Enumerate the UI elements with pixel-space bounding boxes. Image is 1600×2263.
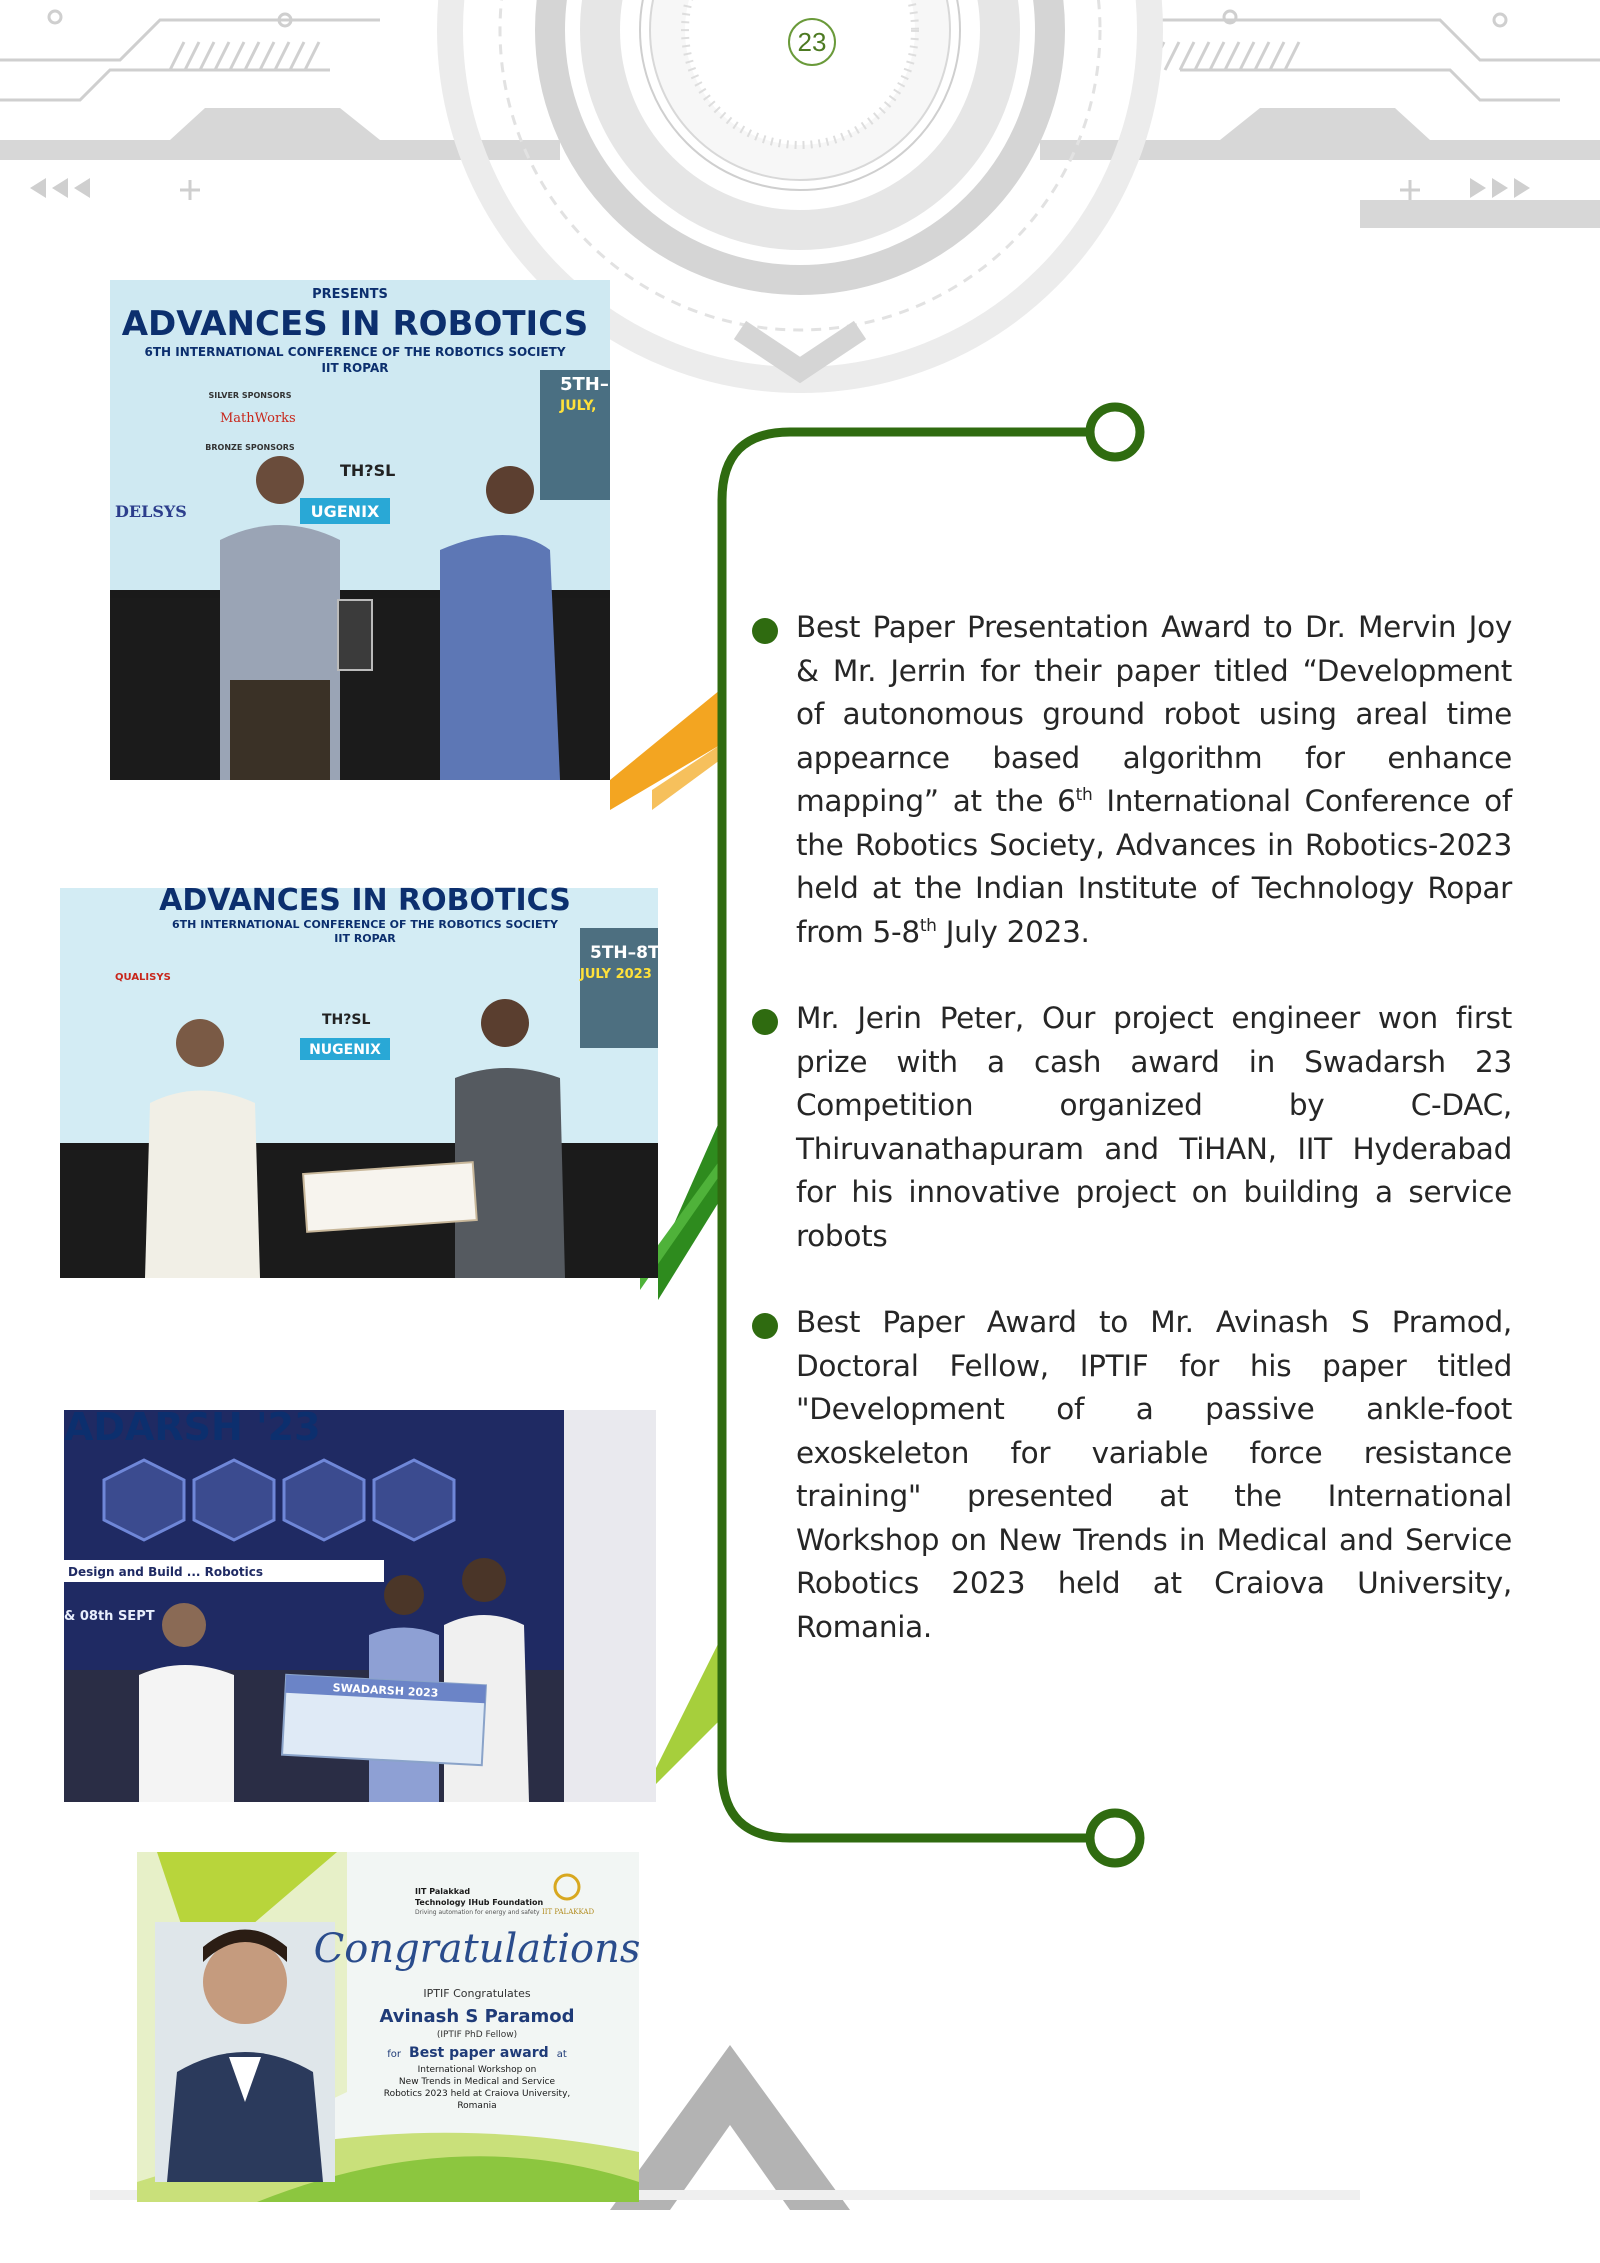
poster-intro: IPTIF Congratulates — [423, 1987, 531, 2000]
bullet-dot — [752, 1009, 778, 1035]
poster-org-3: Driving automation for energy and safety — [415, 1909, 540, 1916]
banner-title: ADVANCES IN ROBOTICS — [159, 883, 571, 918]
banner-dates: 5TH– — [560, 374, 609, 395]
sponsor-delsys: DELSYS — [115, 502, 187, 521]
banner-tagline: Design and Build ... Robotics — [68, 1565, 264, 1579]
svg-text:for Best paper award — [387, 2042, 567, 2061]
poster-role: (IPTIF PhD Fellow) — [436, 2030, 518, 2040]
photo-advances-robotics-award-2 — [60, 883, 674, 1278]
page-number: 23 — [788, 18, 836, 66]
sponsor-ugenix: UGENIX — [310, 502, 380, 521]
poster-org-1: IIT Palakkad — [415, 1887, 471, 1896]
banner-dates: 5TH–8TH — [590, 943, 674, 963]
achievement-text-2: Mr. Jerin Peter, Our project engineer won first prize with a cash award in Swadarsh 23 Competition organized by C-DAC, Thiruvanathapuram and TiHAN, IIT Hyderabad for his innovative project on building a service robots — [796, 1001, 1512, 1253]
sponsor-thrsl: TH?SL — [340, 461, 396, 480]
banner-month: JULY, — [560, 398, 597, 414]
bullet-dot — [752, 618, 778, 644]
banner-subtitle: 6TH INTERNATIONAL CONFERENCE OF THE ROBOTICS SOCIETY — [172, 918, 558, 931]
sponsor-nugenix: NUGENIX — [309, 1042, 381, 1058]
banner-presents: PRESENTS — [312, 287, 388, 302]
banner-venue: IIT ROPAR — [321, 361, 389, 375]
poster-partner: IIT PALAKKAD — [542, 1908, 595, 1916]
banner-subtitle: 6TH INTERNATIONAL CONFERENCE OF THE ROBOTICS SOCIETY — [144, 345, 566, 359]
sponsor-mathworks: MathWorks — [220, 411, 296, 426]
congratulations-poster — [137, 1852, 639, 2202]
achievement-text-3: Best Paper Award to Mr. Avinash S Pramod, Doctoral Fellow, IPTIF for his paper titled "Development of a passive ankle-foot exoskeleton for variable force resistance training" presented at the International Workshop on New Trends in Medical and Service Robotics 2023 held at Craiova University, Romania. — [796, 1305, 1512, 1644]
list-item — [752, 1301, 1512, 1649]
banner-month: JULY 2023 — [580, 967, 652, 982]
banner-title: ADARSH '23 — [64, 1405, 321, 1449]
silver-sponsors: SILVER SPONSORS — [208, 391, 292, 400]
sponsor-qualisys: QUALISYS — [115, 972, 171, 983]
poster-org-2: Technology IHub Foundation — [415, 1898, 544, 1907]
sponsor-thrsl: TH?SL — [322, 1012, 371, 1028]
poster-venue-2: New Trends in Medical and Service — [398, 2077, 556, 2087]
photo-advances-robotics-award-1 — [110, 280, 610, 780]
timeline-node-top — [1090, 407, 1140, 457]
achievement-text-1: Best Paper Presentation Award to Dr. Mervin Joy & Mr. Jerrin for their paper titled “Development of autonomous ground robot using areal time appearnce based algorithm for enhance mapping” at the 6th International Conference of the Robotics Society, Advances in Robotics-2023 held at the Indian Institute of Technology Ropar from 5-8th July 2023. — [796, 610, 1512, 949]
poster-award-prefix: for — [387, 2049, 401, 2060]
cheque-title: SWADARSH 2023 — [332, 1681, 439, 1700]
poster-award-suffix: at — [556, 2049, 567, 2060]
banner-date: & 08th SEPT — [64, 1609, 155, 1624]
bullet-dot — [752, 1313, 778, 1339]
photo-swadarsh-23-prize — [64, 1405, 656, 1802]
list-item — [752, 606, 1512, 954]
poster-venue-3: Robotics 2023 held at Craiova University, — [383, 2089, 571, 2099]
timeline-node-bottom — [1090, 1813, 1140, 1863]
footer-chevron — [610, 2045, 850, 2210]
achievements-list — [752, 606, 1512, 1692]
poster-name: Avinash S Paramod — [379, 2006, 575, 2027]
list-item — [752, 997, 1512, 1258]
bronze-sponsors: BRONZE SPONSORS — [205, 443, 295, 452]
banner-venue: IIT ROPAR — [334, 932, 396, 945]
poster-venue-4: Romania — [457, 2101, 497, 2111]
banner-title: ADVANCES IN ROBOTICS — [121, 304, 589, 344]
poster-award: Best paper award — [409, 2045, 549, 2061]
poster-venue-1: International Workshop on — [417, 2065, 537, 2075]
poster-headline: Congratulations — [313, 1926, 641, 1972]
lime-connector — [650, 1640, 720, 1790]
